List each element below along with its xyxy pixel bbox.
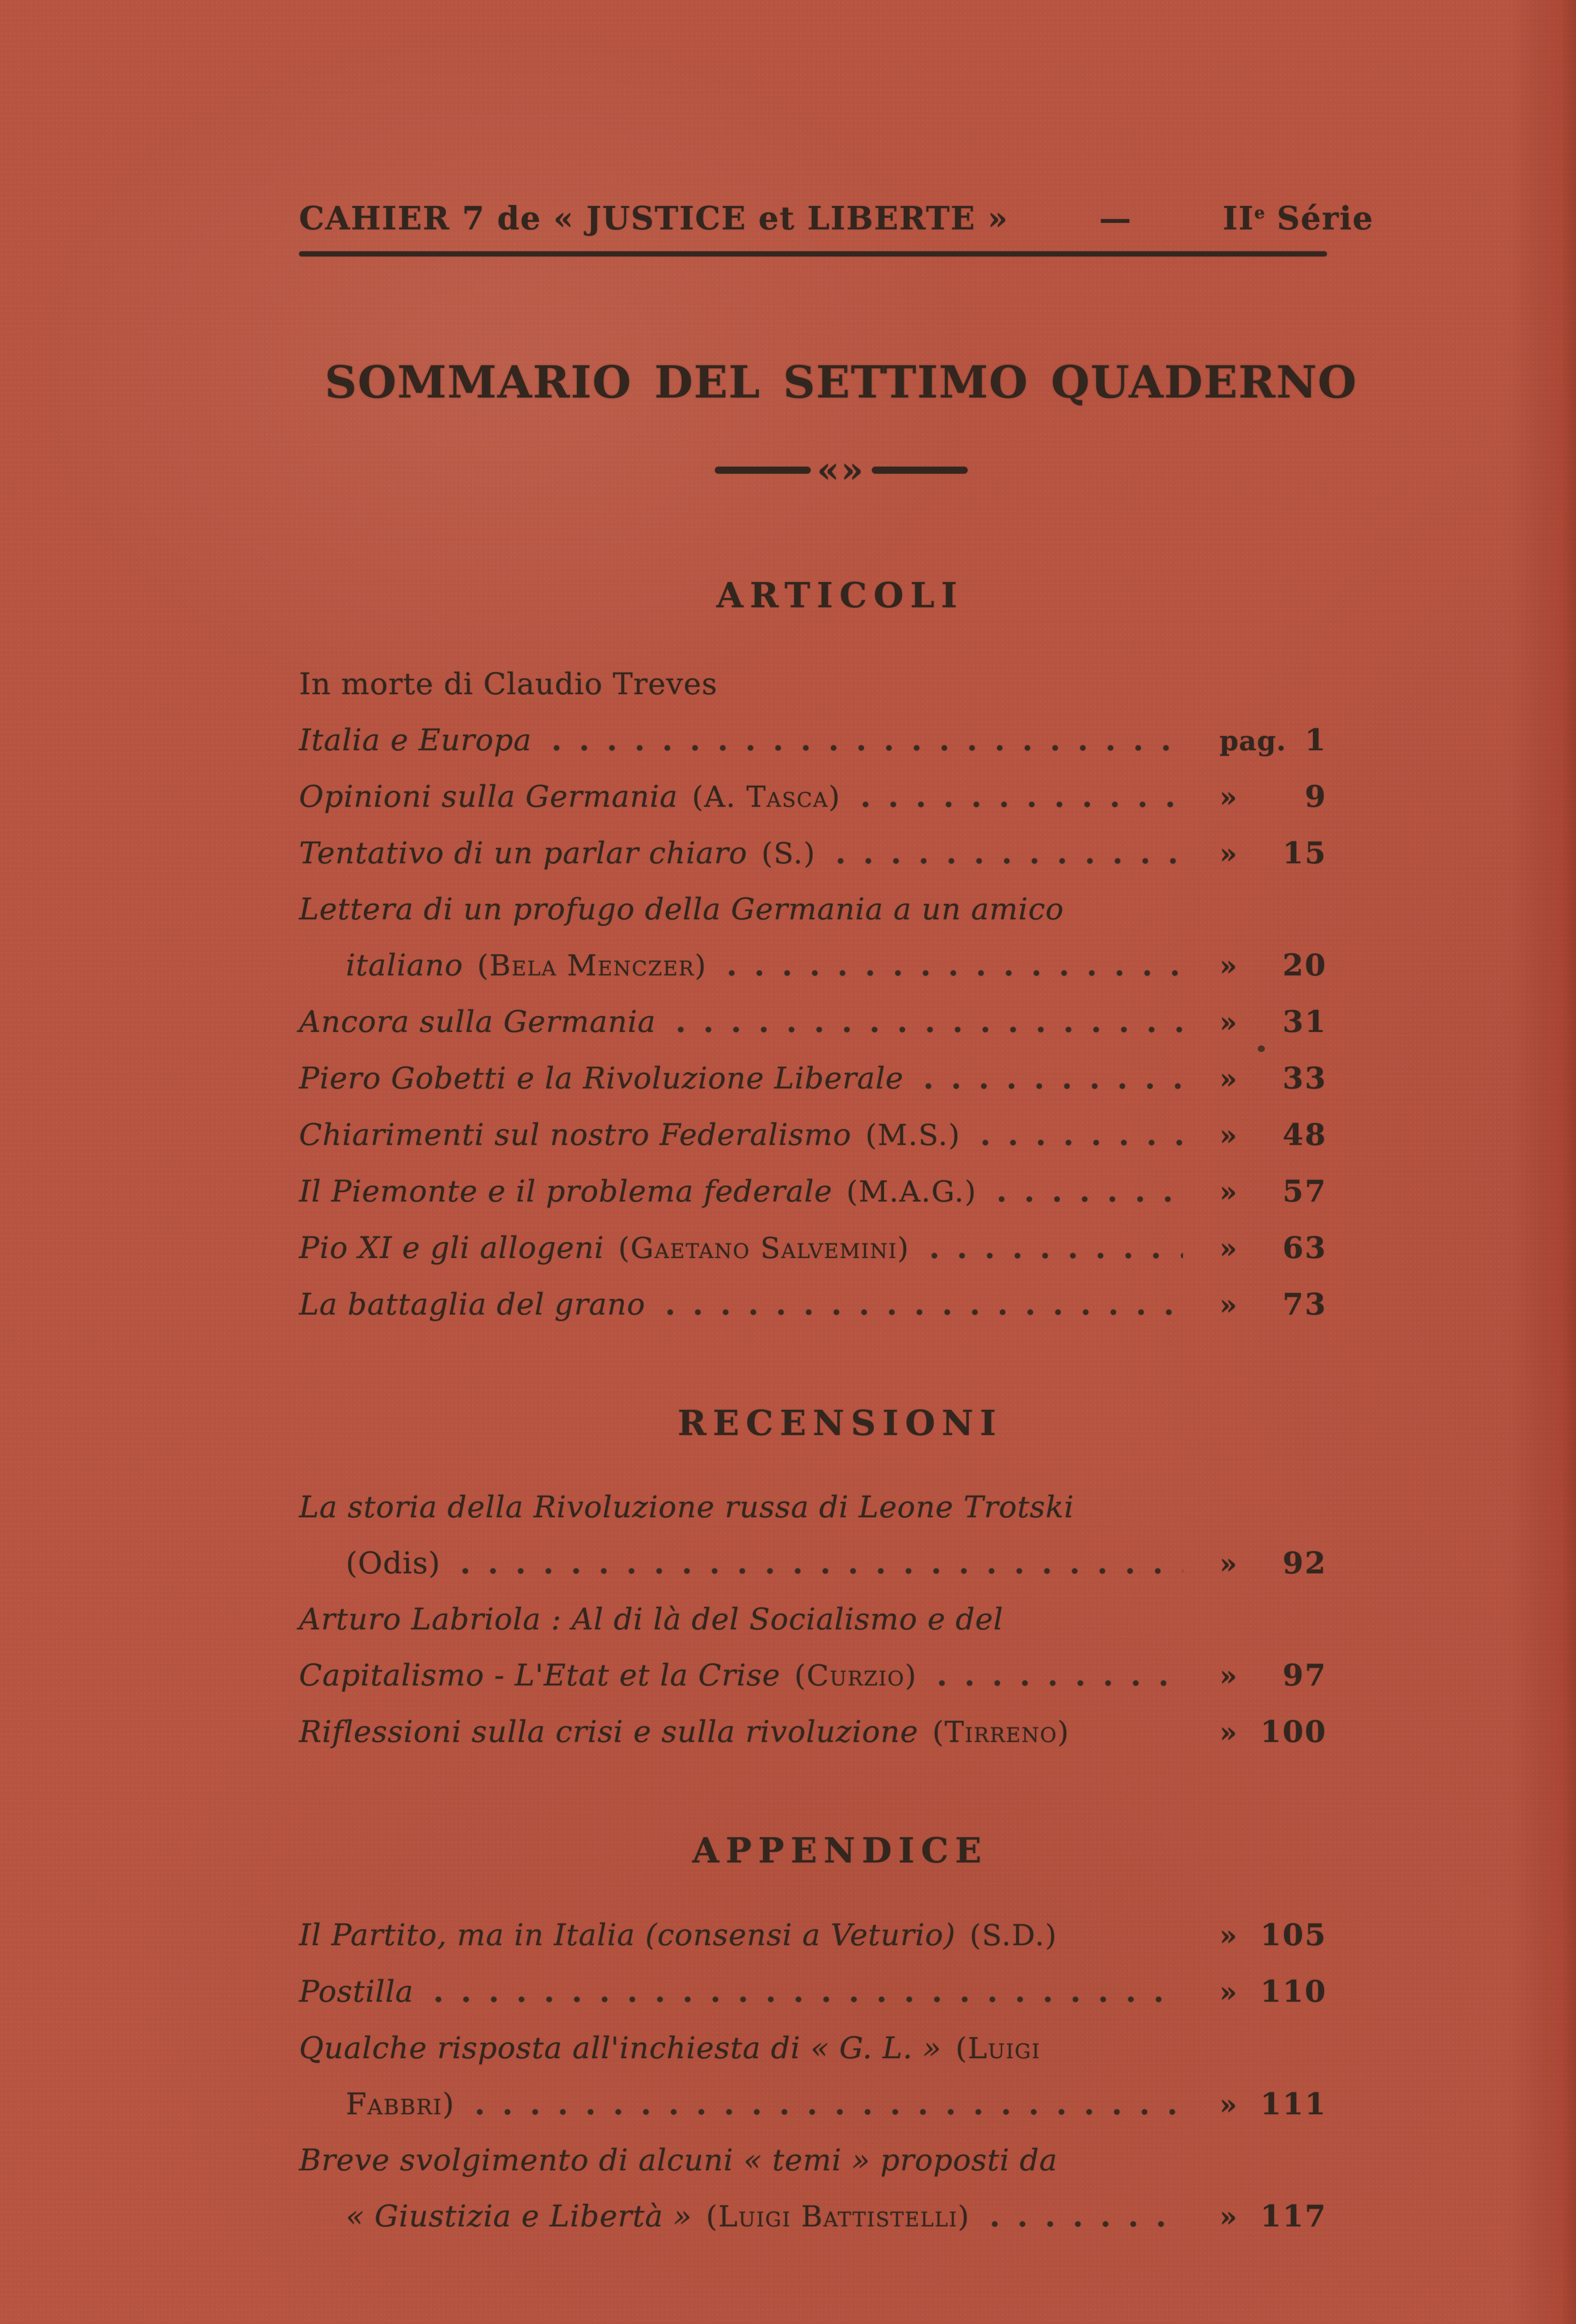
dot-leader: [990, 2189, 1183, 2245]
page-marker: »: [1219, 1176, 1237, 1208]
entry-title: Opinioni sulla Germania: [299, 780, 678, 814]
dot-leader: [433, 1964, 1183, 2020]
page-number: 9: [1305, 779, 1327, 814]
header-series: IIe Série: [1222, 200, 1374, 237]
page-marker: »: [1219, 781, 1237, 814]
entry-title: Chiarimenti sul nostro Federalismo: [299, 1118, 852, 1152]
toc-row: [299, 1592, 1327, 1648]
entry-author: (Tirreno): [932, 1715, 1070, 1749]
toc-row: [299, 1964, 1327, 2020]
header-left: CAHIER 7 de « JUSTICE et LIBERTE »: [299, 200, 1009, 237]
page-ref: [1219, 825, 1327, 882]
page-ref: [1219, 1535, 1327, 1592]
page-title: SOMMARIO DEL SETTIMO QUADERNO: [325, 356, 1357, 408]
page-marker: »: [1219, 1976, 1237, 2009]
page-marker: »: [1219, 1716, 1237, 1749]
section-heading-recensioni: RECENSIONI: [677, 1403, 1003, 1443]
page-ref: [1219, 712, 1327, 769]
toc-row: [299, 1220, 1327, 1277]
entry-title: Fabbri): [346, 2087, 455, 2122]
dot-leader: [727, 938, 1183, 994]
dot-leader: [475, 2076, 1183, 2132]
page-number: 110: [1260, 1974, 1327, 2009]
toc-row: [299, 882, 1327, 938]
ornament-line-left: [715, 467, 811, 474]
page-ref: [1219, 1220, 1327, 1277]
entry-author: (Luigi Battistelli): [706, 2199, 970, 2233]
page-number: 15: [1282, 836, 1327, 871]
entry-title: Pio XI e gli allogeni: [299, 1231, 605, 1265]
entry-title: Tentativo di un parlar chiaro: [299, 836, 748, 871]
entry-title: In morte di Claudio Treves: [299, 667, 718, 702]
toc-row: [299, 2076, 1327, 2133]
entry-title: (Odis): [346, 1546, 441, 1581]
page-ref: [1219, 1704, 1327, 1761]
dot-leader: [676, 994, 1183, 1050]
page-marker: »: [1219, 1289, 1237, 1322]
toc-row: [299, 1164, 1327, 1220]
section-heading-appendice: APPENDICE: [692, 1831, 988, 1871]
page-ref: [1219, 1648, 1327, 1704]
dot-leader: [929, 1220, 1183, 1276]
page-marker: »: [1219, 1119, 1237, 1152]
entry-author: (S.D.): [970, 1918, 1057, 1952]
page-ref: [1219, 1907, 1327, 1964]
page-number: 31: [1282, 1004, 1327, 1039]
toc-row: [299, 938, 1327, 994]
toc-row: [299, 2020, 1327, 2076]
entry-title: Lettera di un profugo della Germania a un amico: [299, 892, 1064, 927]
page-number: 100: [1260, 1714, 1327, 1749]
toc-row: [299, 1704, 1327, 1761]
entry-author: (Curzio): [794, 1658, 917, 1692]
entry-title: La storia della Rivoluzione russa di Leone Trotski: [299, 1490, 1074, 1525]
dot-leader: [551, 712, 1183, 768]
toc-row: [299, 769, 1327, 825]
page-marker: »: [1219, 1548, 1237, 1580]
page-marker: »: [1219, 1006, 1237, 1039]
page-number: 48: [1282, 1117, 1327, 1152]
entry-title: Breve svolgimento di alcuni « temi » proposti da: [299, 2143, 1058, 2178]
toc-row: [299, 2133, 1327, 2189]
header-rule: [299, 251, 1327, 256]
entry-title: « Giustizia e Libertà »: [346, 2199, 692, 2234]
entry-title: Italia e Europa: [299, 723, 532, 758]
page-marker: »: [1219, 2089, 1237, 2121]
page-number: 97: [1282, 1658, 1327, 1693]
entry-title: Postilla: [299, 1975, 414, 2009]
toc-row: [299, 1480, 1327, 1535]
entry-author: (M.A.G.): [846, 1174, 977, 1208]
entry-title: Arturo Labriola : Al di là del Socialismo e del: [299, 1602, 1004, 1637]
entry-author: (Luigi: [956, 2031, 1041, 2065]
toc-row: [299, 1051, 1327, 1107]
toc-row: [299, 1535, 1327, 1592]
page-ref: [1219, 938, 1327, 994]
page-ref: [1219, 1277, 1327, 1333]
entry-author: (Bela Menczer): [477, 948, 707, 982]
entry-title: Riflessioni sulla crisi e sulla rivoluzione: [299, 1715, 919, 1749]
page-ref: [1219, 1107, 1327, 1164]
section-heading-articoli: ARTICOLI: [716, 576, 964, 616]
entry-author: (A. Tasca): [692, 780, 841, 814]
toc-row: [299, 1107, 1327, 1164]
series-superscript: e: [1254, 203, 1265, 223]
page-marker: »: [1219, 838, 1237, 870]
page-marker: »: [1219, 1660, 1237, 1692]
entry-title: Qualche risposta all'inchiesta di « G. L. »: [299, 2031, 942, 2066]
toc-row: [299, 994, 1327, 1051]
page-number: 105: [1260, 1918, 1327, 1953]
dot-leader: [665, 1277, 1183, 1333]
page-number: 92: [1282, 1546, 1327, 1581]
page-number: 63: [1282, 1230, 1327, 1265]
page-marker: »: [1219, 1232, 1237, 1265]
page-number: 57: [1282, 1174, 1327, 1209]
page-marker: pag.: [1219, 725, 1286, 757]
toc-row: [299, 1648, 1327, 1704]
page-number: 73: [1282, 1287, 1327, 1322]
dot-leader: [860, 769, 1183, 825]
entry-title: Piero Gobetti e la Rivoluzione Liberale: [299, 1061, 904, 1096]
page-number: 111: [1260, 2087, 1327, 2122]
header-row: [299, 200, 1374, 237]
entry-author: (S.): [761, 836, 816, 870]
page-ref: [1219, 1164, 1327, 1220]
page-ref: [1219, 2189, 1327, 2245]
entry-title: italiano: [346, 948, 464, 983]
entry-title: Il Piemonte e il problema federale: [299, 1174, 833, 1209]
entry-author: (Gaetano Salvemini): [618, 1231, 910, 1265]
dot-leader: [937, 1648, 1183, 1704]
toc-row: [299, 1907, 1327, 1964]
toc-row: [299, 657, 1327, 712]
page-marker: »: [1219, 2201, 1237, 2233]
toc-row: [299, 825, 1327, 882]
page-ref: [1219, 769, 1327, 825]
page-content: [299, 0, 1374, 2245]
dot-leader: [997, 1164, 1183, 1220]
entry-title: Il Partito, ma in Italia (consensi a Veturio): [299, 1918, 956, 1953]
ornament-center: «»: [817, 449, 865, 490]
page-number: 1: [1305, 723, 1327, 758]
page-marker: »: [1219, 1919, 1237, 1952]
page-number: 33: [1282, 1061, 1327, 1096]
toc-row: [299, 2189, 1327, 2245]
page-number: 20: [1282, 948, 1327, 983]
page-marker: »: [1219, 950, 1237, 982]
entry-title: La battaglia del grano: [299, 1287, 646, 1322]
page-ref: [1219, 994, 1327, 1051]
ornament-line-right: [872, 467, 968, 474]
toc-row: [299, 1277, 1327, 1333]
dot-leader: [923, 1051, 1183, 1107]
entry-title: Ancora sulla Germania: [299, 1005, 656, 1039]
page-marker: »: [1219, 1063, 1237, 1095]
page-ref: [1219, 2076, 1327, 2133]
page-number: 117: [1260, 2199, 1327, 2234]
ornament-divider: [299, 449, 1327, 490]
page-ref: [1219, 1964, 1327, 2020]
page-ref: [1219, 1051, 1327, 1107]
entry-author: (M.S.): [865, 1118, 961, 1152]
page-edge-shadow: [1511, 0, 1576, 2324]
dot-leader: [460, 1535, 1183, 1592]
dot-leader: [835, 825, 1183, 881]
entry-title: Capitalismo - L'Etat et la Crise: [299, 1658, 781, 1693]
toc-row: [299, 712, 1327, 769]
header-dash: —: [1099, 200, 1132, 237]
dot-leader: [980, 1107, 1183, 1163]
